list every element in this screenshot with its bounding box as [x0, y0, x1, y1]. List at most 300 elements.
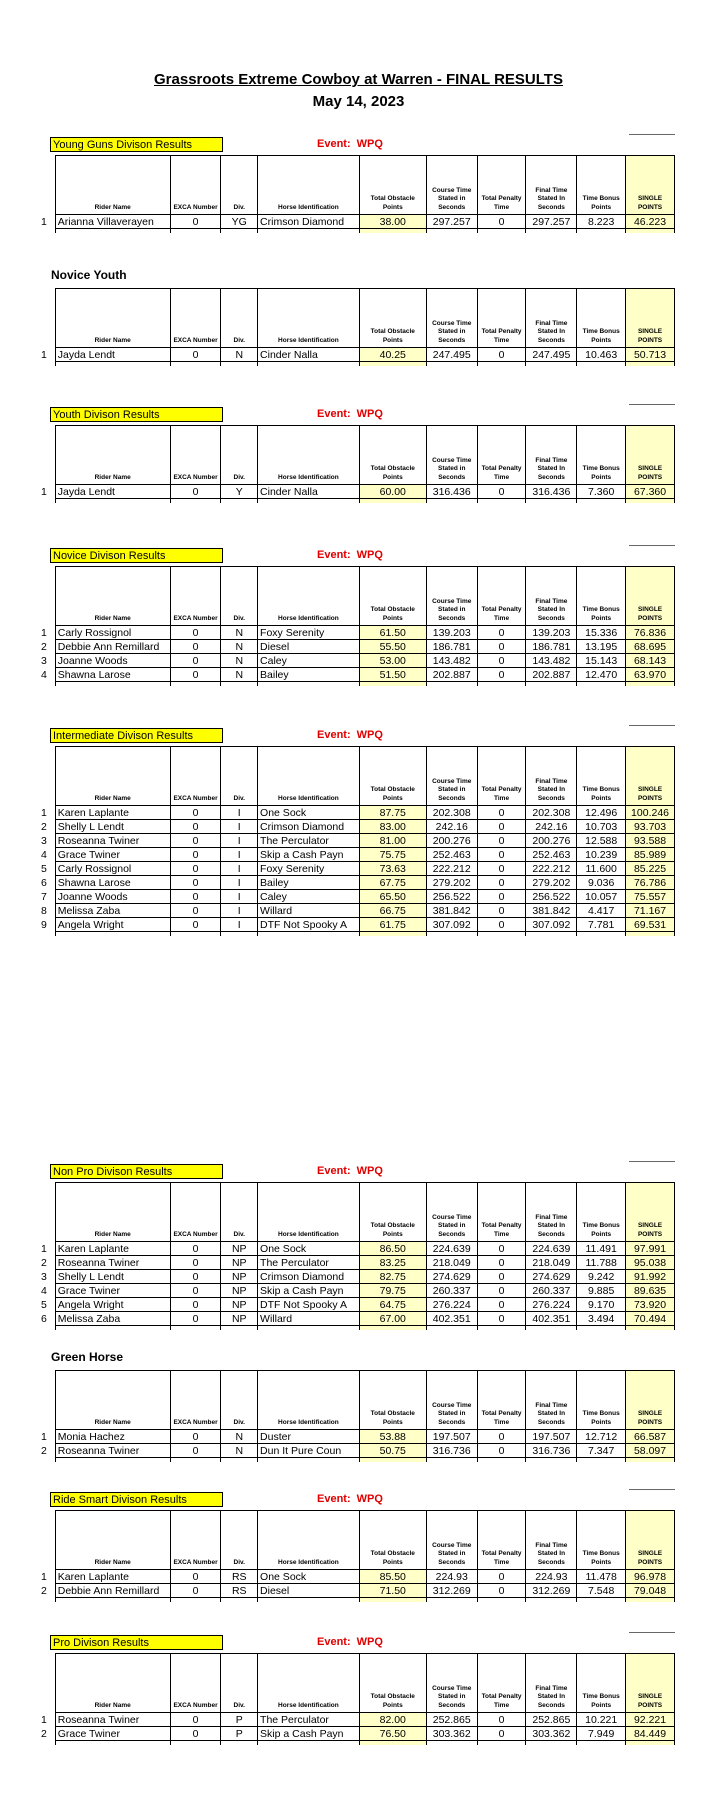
table-cell: 0	[170, 890, 221, 904]
column-header: Course Time Stated in Seconds	[426, 1654, 477, 1713]
table-cell: 0	[170, 918, 221, 932]
table-cell	[55, 932, 170, 937]
rank-header	[41, 1654, 55, 1713]
rider-name-cell: Melissa Zaba	[55, 904, 170, 918]
table-cell	[626, 1458, 675, 1463]
table-cell	[55, 1458, 170, 1463]
rank-cell: 3	[41, 834, 47, 847]
obstacle-points-cell: 76.50	[359, 1727, 426, 1741]
table-cell	[526, 682, 577, 687]
single-points-cell: 73.920	[626, 1298, 675, 1312]
results-table	[41, 288, 675, 366]
table-cell: 0	[477, 890, 526, 904]
table-row	[41, 1430, 675, 1444]
table-cell	[477, 1598, 526, 1603]
table-cell: 0	[170, 1312, 221, 1326]
table-cell: 202.308	[426, 806, 477, 820]
table-row	[41, 876, 675, 890]
column-header: EXCA Number	[170, 567, 221, 626]
table-cell: 4.417	[577, 904, 626, 918]
table-cell: 303.362	[426, 1727, 477, 1741]
table-cell: 12.470	[577, 668, 626, 682]
single-points-cell: 89.635	[626, 1284, 675, 1298]
single-points-cell: 71.167	[626, 904, 675, 918]
obstacle-points-cell: 53.88	[359, 1430, 426, 1444]
table-cell	[221, 1598, 258, 1603]
horse-cell: Cinder Nalla	[258, 485, 360, 499]
event-value: WPQ	[356, 1493, 383, 1505]
table-cell: 139.203	[426, 626, 477, 640]
table-row	[41, 654, 675, 668]
table-cell: I	[221, 904, 258, 918]
table-cell	[221, 1741, 258, 1746]
table-cell: 381.842	[526, 904, 577, 918]
column-header: EXCA Number	[170, 1654, 221, 1713]
table-cell	[221, 932, 258, 937]
horse-cell: Foxy Serenity	[258, 862, 360, 876]
table-cell	[359, 1458, 426, 1463]
table-cell: 143.482	[526, 654, 577, 668]
horse-cell: Crimson Diamond	[258, 820, 360, 834]
section-header	[41, 1164, 675, 1182]
table-cell	[577, 932, 626, 937]
obstacle-points-cell: 75.75	[359, 848, 426, 862]
table-cell: I	[221, 820, 258, 834]
table-cell: 12.588	[577, 834, 626, 848]
table-cell: 276.224	[426, 1298, 477, 1312]
results-section	[41, 1635, 675, 1745]
table-cell: 0	[477, 862, 526, 876]
single-points-cell: 50.713	[626, 348, 675, 362]
horse-cell: Skip a Cash Payn	[258, 848, 360, 862]
column-header: Horse Identification	[258, 747, 360, 806]
column-header: Div.	[221, 1183, 258, 1242]
rank-cell: 1	[41, 1242, 47, 1255]
table-cell: 0	[477, 1430, 526, 1444]
table-cell: 218.049	[426, 1256, 477, 1270]
column-header: Course Time Stated in Seconds	[426, 567, 477, 626]
results-section	[41, 548, 675, 686]
event-key: Event:	[317, 138, 351, 150]
column-header: Horse Identification	[258, 1511, 360, 1570]
obstacle-points-cell: 81.00	[359, 834, 426, 848]
event-key: Event:	[317, 1636, 351, 1648]
table-cell	[577, 1458, 626, 1463]
obstacle-points-cell: 66.75	[359, 904, 426, 918]
table-cell: 10.057	[577, 890, 626, 904]
column-header: SINGLE POINTS	[626, 567, 675, 626]
table-cell: 0	[477, 1570, 526, 1584]
column-header: Time Bonus Points	[577, 1511, 626, 1570]
obstacle-points-cell: 50.75	[359, 1444, 426, 1458]
rank-cell: 1	[41, 348, 47, 361]
column-header: Total Obstacle Points	[359, 1183, 426, 1242]
column-header: Horse Identification	[258, 426, 360, 485]
table-cell	[258, 1326, 360, 1331]
table-cell	[41, 499, 55, 504]
rank-cell: 6	[41, 1312, 47, 1325]
single-points-cell: 97.991	[626, 1242, 675, 1256]
column-header: Div.	[221, 1511, 258, 1570]
table-cell: 11.788	[577, 1256, 626, 1270]
single-points-cell: 68.695	[626, 640, 675, 654]
table-cell: RS	[221, 1570, 258, 1584]
page-title: Grassroots Extreme Cowboy at Warren - FINAL RESULTS	[154, 71, 563, 88]
table-cell: 297.257	[426, 215, 477, 229]
table-cell: 0	[477, 668, 526, 682]
section-header	[41, 1352, 675, 1370]
single-points-cell: 66.587	[626, 1430, 675, 1444]
section-header	[41, 728, 675, 746]
table-header-row	[41, 426, 675, 485]
column-header: Final Time Stated In Seconds	[526, 1183, 577, 1242]
table-cell: 402.351	[526, 1312, 577, 1326]
table-cell	[426, 229, 477, 234]
event-value: WPQ	[356, 138, 383, 150]
column-header: SINGLE POINTS	[626, 1654, 675, 1713]
table-cell	[626, 1598, 675, 1603]
table-cell: 0	[477, 1284, 526, 1298]
single-points-cell: 91.992	[626, 1270, 675, 1284]
table-cell: 247.495	[426, 348, 477, 362]
column-header: EXCA Number	[170, 289, 221, 348]
column-header: SINGLE POINTS	[626, 426, 675, 485]
horse-cell: One Sock	[258, 1570, 360, 1584]
table-header-row	[41, 747, 675, 806]
rider-name-cell: Jayda Lendt	[55, 485, 170, 499]
table-cell: 279.202	[426, 876, 477, 890]
table-cell: NP	[221, 1270, 258, 1284]
table-cell	[577, 1598, 626, 1603]
table-cell: 218.049	[526, 1256, 577, 1270]
table-cell: 0	[170, 904, 221, 918]
column-header: Total Obstacle Points	[359, 156, 426, 215]
table-row-cutoff	[41, 1598, 675, 1603]
event-label	[317, 1635, 383, 1650]
table-row	[41, 820, 675, 834]
rider-name-cell: Carly Rossignol	[55, 862, 170, 876]
table-cell	[359, 932, 426, 937]
table-row	[41, 890, 675, 904]
rank-cell: 1	[41, 215, 47, 228]
table-cell	[359, 362, 426, 367]
table-cell: 312.269	[426, 1584, 477, 1598]
rank-cell: 4	[41, 848, 47, 861]
event-key: Event:	[317, 1165, 351, 1177]
results-section	[41, 137, 675, 233]
results-section	[41, 1492, 675, 1602]
column-header: Horse Identification	[258, 156, 360, 215]
column-header: Total Obstacle Points	[359, 289, 426, 348]
column-header: Time Bonus Points	[577, 1654, 626, 1713]
single-points-cell: 69.531	[626, 918, 675, 932]
table-cell: 15.143	[577, 654, 626, 668]
table-row	[41, 668, 675, 682]
table-cell: 202.308	[526, 806, 577, 820]
table-cell	[626, 682, 675, 687]
obstacle-points-cell: 38.00	[359, 215, 426, 229]
table-row	[41, 640, 675, 654]
table-cell	[41, 362, 55, 367]
table-cell: I	[221, 876, 258, 890]
table-row-cutoff	[41, 499, 675, 504]
horse-cell: The Perculator	[258, 834, 360, 848]
column-header: Total Penalty Time	[477, 156, 526, 215]
section-header	[41, 548, 675, 566]
rider-name-cell: Jayda Lendt	[55, 348, 170, 362]
table-cell: 0	[170, 1298, 221, 1312]
table-header-row	[41, 1183, 675, 1242]
single-points-cell: 58.097	[626, 1444, 675, 1458]
column-header: Total Obstacle Points	[359, 426, 426, 485]
results-section	[41, 407, 675, 503]
table-cell: 0	[170, 654, 221, 668]
column-header: EXCA Number	[170, 426, 221, 485]
table-cell: Y	[221, 485, 258, 499]
column-header: SINGLE POINTS	[626, 156, 675, 215]
table-cell: 0	[477, 215, 526, 229]
table-cell	[221, 1458, 258, 1463]
table-cell: 252.463	[526, 848, 577, 862]
table-cell	[477, 362, 526, 367]
rank-header	[41, 567, 55, 626]
rank-header	[41, 289, 55, 348]
column-header: Rider Name	[55, 567, 170, 626]
table-row-cutoff	[41, 1741, 675, 1746]
column-header: Final Time Stated In Seconds	[526, 747, 577, 806]
column-header: Rider Name	[55, 1511, 170, 1570]
event-value: WPQ	[356, 1165, 383, 1177]
rank-cell: 2	[41, 640, 47, 653]
table-cell: 12.712	[577, 1430, 626, 1444]
table-cell	[359, 682, 426, 687]
horse-cell: Diesel	[258, 1584, 360, 1598]
table-cell: 9.242	[577, 1270, 626, 1284]
table-cell	[41, 1741, 55, 1746]
table-cell: 202.887	[526, 668, 577, 682]
column-header: SINGLE POINTS	[626, 289, 675, 348]
table-cell: 0	[170, 1430, 221, 1444]
horse-cell: DTF Not Spooky A	[258, 1298, 360, 1312]
table-cell: 0	[477, 485, 526, 499]
table-cell: N	[221, 1444, 258, 1458]
table-cell: 224.639	[426, 1242, 477, 1256]
horse-cell: Crimson Diamond	[258, 215, 360, 229]
table-cell: 402.351	[426, 1312, 477, 1326]
table-cell	[359, 1326, 426, 1331]
table-row-cutoff	[41, 229, 675, 234]
table-cell: 0	[477, 640, 526, 654]
table-cell: P	[221, 1713, 258, 1727]
column-header: Horse Identification	[258, 1183, 360, 1242]
column-header: Time Bonus Points	[577, 289, 626, 348]
event-label	[317, 548, 383, 563]
single-points-cell: 46.223	[626, 215, 675, 229]
results-table	[41, 155, 675, 233]
table-cell: RS	[221, 1584, 258, 1598]
table-cell	[526, 1458, 577, 1463]
rank-cell: 1	[41, 626, 47, 639]
table-cell	[170, 932, 221, 937]
column-header: Final Time Stated In Seconds	[526, 1371, 577, 1430]
table-row	[41, 1713, 675, 1727]
table-row	[41, 806, 675, 820]
event-label	[317, 137, 383, 152]
obstacle-points-cell: 82.75	[359, 1270, 426, 1284]
event-key: Event:	[317, 549, 351, 561]
table-cell: 316.736	[526, 1444, 577, 1458]
rank-cell: 7	[41, 890, 47, 903]
table-cell	[258, 932, 360, 937]
rank-cell: 1	[41, 1570, 47, 1583]
table-row	[41, 1256, 675, 1270]
single-points-cell: 75.557	[626, 890, 675, 904]
rider-name-cell: Shelly L Lendt	[55, 1270, 170, 1284]
table-cell	[55, 499, 170, 504]
column-header: Total Obstacle Points	[359, 747, 426, 806]
table-cell: 0	[170, 1256, 221, 1270]
section-title: Youth Divison Results	[50, 407, 223, 422]
event-label	[317, 407, 383, 422]
rider-name-cell: Karen Laplante	[55, 806, 170, 820]
column-header: Div.	[221, 289, 258, 348]
table-cell	[359, 1741, 426, 1746]
column-header: Rider Name	[55, 747, 170, 806]
column-header: Div.	[221, 747, 258, 806]
table-cell: 0	[170, 485, 221, 499]
table-row	[41, 1570, 675, 1584]
section-title: Pro Divison Results	[50, 1635, 223, 1650]
column-header: Course Time Stated in Seconds	[426, 747, 477, 806]
table-cell: 274.629	[426, 1270, 477, 1284]
column-header: Final Time Stated In Seconds	[526, 156, 577, 215]
rank-cell: 3	[41, 654, 47, 667]
table-cell: 0	[477, 348, 526, 362]
table-cell	[577, 229, 626, 234]
results-table	[41, 1182, 675, 1330]
results-section	[41, 728, 675, 936]
table-cell	[55, 1741, 170, 1746]
column-header: Time Bonus Points	[577, 156, 626, 215]
horse-cell: Dun It Pure Coun	[258, 1444, 360, 1458]
table-cell: 0	[170, 820, 221, 834]
event-label	[317, 728, 383, 743]
section-title: Non Pro Divison Results	[50, 1164, 223, 1179]
obstacle-points-cell: 55.50	[359, 640, 426, 654]
table-cell: NP	[221, 1284, 258, 1298]
column-header: Rider Name	[55, 1371, 170, 1430]
table-cell: 0	[170, 348, 221, 362]
table-cell: P	[221, 1727, 258, 1741]
table-cell: N	[221, 668, 258, 682]
table-cell	[170, 1326, 221, 1331]
column-header: Div.	[221, 1654, 258, 1713]
table-row	[41, 1584, 675, 1598]
table-cell	[41, 682, 55, 687]
table-cell	[41, 1326, 55, 1331]
table-cell: 200.276	[526, 834, 577, 848]
table-cell	[221, 499, 258, 504]
column-header: Final Time Stated In Seconds	[526, 567, 577, 626]
table-cell: 279.202	[526, 876, 577, 890]
column-header: Final Time Stated In Seconds	[526, 1511, 577, 1570]
table-cell	[41, 1458, 55, 1463]
obstacle-points-cell: 83.25	[359, 1256, 426, 1270]
table-cell: 0	[477, 1444, 526, 1458]
table-cell	[55, 1326, 170, 1331]
single-points-cell: 92.221	[626, 1713, 675, 1727]
table-cell: 252.865	[426, 1713, 477, 1727]
table-cell: 252.463	[426, 848, 477, 862]
column-header: Final Time Stated In Seconds	[526, 1654, 577, 1713]
horse-cell: Duster	[258, 1430, 360, 1444]
results-section	[41, 1352, 675, 1462]
rider-name-cell: Shawna Larose	[55, 668, 170, 682]
rank-cell: 1	[41, 806, 47, 819]
table-row-cutoff	[41, 362, 675, 367]
table-cell: 202.887	[426, 668, 477, 682]
table-row	[41, 918, 675, 932]
obstacle-points-cell: 79.75	[359, 1284, 426, 1298]
table-cell	[477, 1458, 526, 1463]
column-header: Course Time Stated in Seconds	[426, 1511, 477, 1570]
obstacle-points-cell: 71.50	[359, 1584, 426, 1598]
table-cell	[477, 229, 526, 234]
table-cell: 242.16	[426, 820, 477, 834]
obstacle-points-cell: 82.00	[359, 1713, 426, 1727]
table-cell	[577, 1326, 626, 1331]
table-cell	[258, 1458, 360, 1463]
rank-cell: 5	[41, 862, 47, 875]
table-cell	[55, 1598, 170, 1603]
obstacle-points-cell: 53.00	[359, 654, 426, 668]
table-cell	[221, 682, 258, 687]
table-cell	[170, 499, 221, 504]
event-key: Event:	[317, 1493, 351, 1505]
rank-cell: 3	[41, 1270, 47, 1283]
table-cell: N	[221, 640, 258, 654]
table-cell: 0	[170, 1444, 221, 1458]
rank-header	[41, 1371, 55, 1430]
obstacle-points-cell: 67.00	[359, 1312, 426, 1326]
rider-name-cell: Roseanna Twiner	[55, 1256, 170, 1270]
single-points-cell: 76.836	[626, 626, 675, 640]
table-cell: 316.436	[426, 485, 477, 499]
table-cell: 0	[477, 848, 526, 862]
obstacle-points-cell: 61.75	[359, 918, 426, 932]
column-header: Total Penalty Time	[477, 1371, 526, 1430]
table-cell: 10.221	[577, 1713, 626, 1727]
single-points-cell: 84.449	[626, 1727, 675, 1741]
single-points-cell: 85.225	[626, 862, 675, 876]
table-cell: 3.494	[577, 1312, 626, 1326]
table-cell	[526, 1326, 577, 1331]
table-cell	[577, 362, 626, 367]
table-cell: 10.239	[577, 848, 626, 862]
table-cell: 12.496	[577, 806, 626, 820]
results-table	[41, 566, 675, 686]
column-header: Course Time Stated in Seconds	[426, 1371, 477, 1430]
table-cell: 0	[477, 626, 526, 640]
table-cell: 316.736	[426, 1444, 477, 1458]
divider	[629, 404, 675, 405]
rank-cell: 4	[41, 1284, 47, 1297]
single-points-cell: 96.978	[626, 1570, 675, 1584]
rider-name-cell: Karen Laplante	[55, 1570, 170, 1584]
rank-cell: 1	[41, 1430, 47, 1443]
table-cell: 0	[477, 654, 526, 668]
column-header: Time Bonus Points	[577, 747, 626, 806]
